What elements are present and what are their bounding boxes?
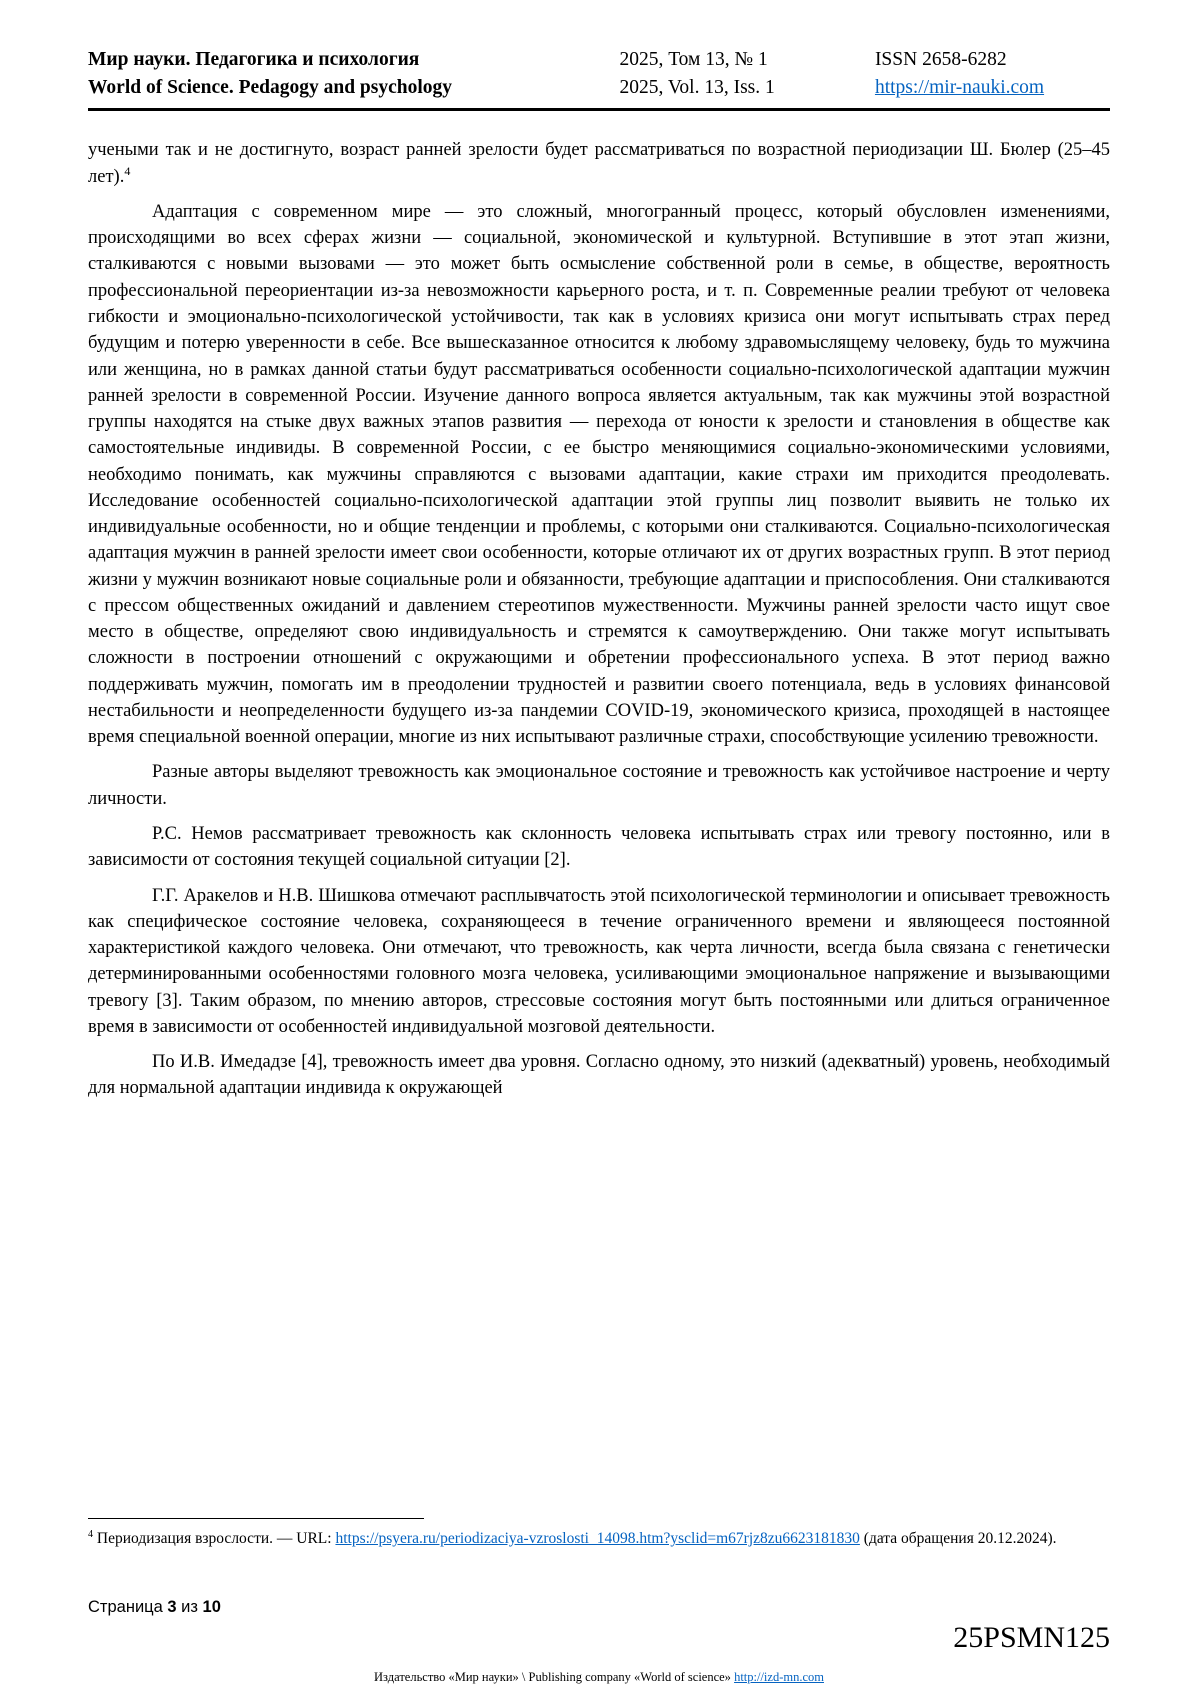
paragraph: Р.С. Немов рассматривает тревожность как склонность человека испытывать страх или тревогу постоянно, или в зависимости от состояния текущей социальной ситуации [2]. (88, 824, 1110, 871)
paragraph: Адаптация с современном мире — это сложный, многогранный процесс, который обусловлен изменениями, происходящими во всех сферах жизни — социальной, экономической и культурной. Вступившие в этот этап жизни, сталкиваются с новыми вызовами — это может быть осмысление собственной роли в семье, в обществе, вероятность профессиональной переориентации из-за невозможности карьерного роста, и т. п. Современные реалии требуют от человека гибкости и эмоционально-психологической устойчивости, так как в условиях кризиса они могут испытывать страх перед будущим и потерю уверенности в себе. Все вышесказанное относится к любому здравомыслящему человеку, будь то мужчина или женщина, но в рамках данной статьи будут рассматриваться особенности социально-психологической адаптации мужчин ранней зрелости в современной России. Изучение данного вопроса является актуальным, так как мужчины этой возрастной группы находятся на стыке двух важных этапов развития — перехода от юности к зрелости и становления в обществе как самостоятельные индивиды. В современной России, с ее быстро меняющимися социально-экономическими условиями, необходимо понимать, как мужчины справляются с вызовами адаптации, какие страхи им приходится преодолевать. Исследование особенностей социально-психологической адаптации этой группы лиц позволит выявить не только их индивидуальные особенности, но и общие тенденции и проблемы, с которыми они сталкиваются. Социально-психологическая адаптация мужчин в ранней зрелости имеет свои особенности, которые отличают их от других возрастных групп. В этот период жизни у мужчин возникают новые социальные роли и обязанности, требующие адаптации и приспособления. Они сталкиваются с прессом общественных ожиданий и давлением стереотипов мужественности. Мужчины ранней зрелости часто ищут свое место в обществе, определяют свою индивидуальность и стремятся к самоутверждению. Они также могут испытывать сложности в построении отношений с окружающими и обретении профессионального успеха. В этот период важно поддерживать мужчин, помогать им в преодолении трудностей и развитии своего потенциала, ведь в условиях финансовой нестабильности и неопределенности будущего из-за пандемии COVID-19, экономического кризиса, проходящей в настоящее время специальной военной операции, многие из них испытывают различные страхи, способствующие усилению тревожности. (88, 201, 1110, 748)
journal-title-block (88, 46, 619, 101)
page-of-label: из (176, 1598, 203, 1616)
publisher-text: Издательство «Мир науки» \ Publishing company «World of science» (374, 1670, 735, 1684)
article-code: 25PSMN125 (953, 1621, 1110, 1654)
page-number-line (88, 1598, 1110, 1617)
footnote-date: (дата обращения 20.12.2024). (859, 1529, 1057, 1547)
publisher-line (88, 1670, 1110, 1697)
issue-info-ru: 2025, Том 13, № 1 (619, 49, 768, 70)
paragraph-continuation (88, 137, 1110, 190)
footnote-divider (88, 1518, 424, 1519)
page-total: 10 (202, 1598, 221, 1616)
paragraph: Г.Г. Аракелов и Н.В. Шишкова отмечают расплывчатость этой психологической терминологии и описывает тревожность как специфическое состояние человека, сохраняющееся в течение ограниченного времени и являющееся постоянной характеристикой каждого человека. Они отмечают, что тревожность, как черта личности, всегда была связана с генетически детерминированными особенностями головного мозга человека, усиливающими эмоциональное напряжение и вызывающими тревогу [3]. Таким образом, по мнению авторов, стрессовые состояния могут быть постоянными или длиться ограниченное время в зависимости от особенностей индивидуальной мозговой деятельности. (88, 885, 1110, 1037)
header-divider (88, 108, 1110, 111)
article-body (88, 137, 1110, 1101)
journal-url-link[interactable]: https://mir-nauki.com (874, 76, 1045, 98)
journal-title-en: World of Science. Pedagogy and psychology (88, 76, 453, 98)
paragraph: По И.В. Имедадзе [4], тревожность имеет два уровня. Согласно одному, это низкий (адекватный) уровень, необходимый для нормальной адаптации индивида к окружающей (88, 1052, 1110, 1099)
footnote-marker: 4 (88, 1528, 94, 1540)
issn-label: ISSN 2658-6282 (874, 49, 1007, 70)
page-header (88, 46, 1110, 101)
footnote-text: Периодизация взрослости. — URL: (93, 1529, 336, 1547)
page-label: Страница (88, 1598, 168, 1616)
paragraph: Разные авторы выделяют тревожность как эмоциональное состояние и тревожность как устойчивое настроение и черту личности. (88, 762, 1110, 809)
page-number: 3 (167, 1598, 177, 1616)
journal-title-ru: Мир науки. Педагогика и психология (88, 49, 420, 70)
page-bottom (88, 1518, 1110, 1697)
issue-info-block (619, 46, 875, 101)
footnote-url-link[interactable]: https://psyera.ru/periodizaciya-vzroslosti_14098.htm?ysclid=m67rjz8zu6623181830 (335, 1529, 860, 1547)
issue-info-en: 2025, Vol. 13, Iss. 1 (619, 76, 775, 98)
footnote (88, 1527, 1110, 1550)
paragraph-text: учеными так и не достигнуто, возраст ранней зрелости будет рассматриваться по возрастной периодизации Ш. Бюлер (25–45 лет). (88, 140, 1110, 187)
issn-block (875, 46, 1110, 101)
publisher-url-link[interactable]: http://izd-mn.com (734, 1670, 824, 1684)
footnote-reference-marker: 4 (124, 163, 131, 178)
